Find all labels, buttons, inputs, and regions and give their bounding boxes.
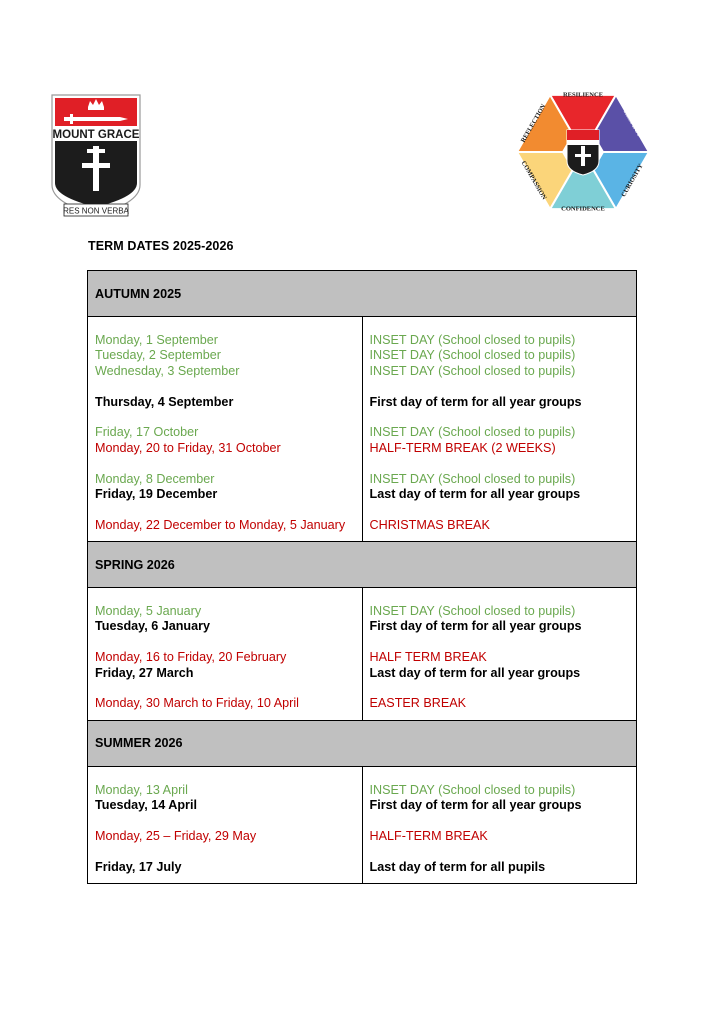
term-header-row (88, 271, 637, 317)
event-entry: HALF-TERM BREAK (2 WEEKS) (369, 440, 556, 455)
term-heading: SUMMER 2026 (88, 720, 637, 766)
wheel-label: COMPASSION (519, 159, 548, 202)
dates-column (88, 766, 363, 883)
crest-motto: RES NON VERBA (63, 206, 129, 216)
date-entry: Friday, 17 October (95, 425, 199, 440)
event-entry: INSET DAY (School closed to pupils) (369, 782, 576, 797)
term-header-row (88, 720, 637, 766)
dates-column (88, 588, 363, 721)
date-entry: Thursday, 4 September (95, 394, 234, 409)
event-entry: CHRISTMAS BREAK (369, 517, 490, 532)
date-entry: Monday, 22 December to Monday, 5 January (95, 517, 346, 532)
wheel-label: REFLECTION (519, 103, 548, 144)
date-entry: Monday, 8 December (95, 471, 215, 486)
term-body-row (88, 317, 637, 542)
event-entry: Last day of term for all year groups (369, 665, 581, 680)
wheel-label: RESPECT (621, 108, 643, 139)
events-column (362, 317, 637, 542)
date-entry: Monday, 5 January (95, 604, 202, 619)
term-body-row (88, 766, 637, 883)
event-entry: HALF-TERM BREAK (369, 828, 488, 843)
wheel-label: RESILIENCE (562, 91, 604, 99)
event-entry: INSET DAY (School closed to pupils) (369, 348, 576, 363)
term-dates-table (87, 270, 637, 884)
event-entry: INSET DAY (School closed to pupils) (369, 333, 576, 347)
date-entry: Monday, 13 April (95, 782, 188, 797)
wheel-label: CONFIDENCE (561, 205, 605, 213)
events-column (362, 766, 637, 883)
wheel-label: CURIOSITY (620, 162, 645, 199)
term-heading: SPRING 2026 (88, 542, 637, 588)
term-header-row (88, 542, 637, 588)
date-entry: Wednesday, 3 September (95, 363, 240, 378)
crest-name: MOUNT GRACE (52, 129, 140, 141)
date-entry: Tuesday, 2 September (95, 348, 222, 363)
sword-icon (64, 117, 128, 121)
event-entry: INSET DAY (School closed to pupils) (369, 425, 576, 440)
date-entry: Tuesday, 14 April (95, 798, 197, 813)
dates-column (88, 317, 363, 542)
event-entry: First day of term for all year groups (369, 798, 582, 813)
date-entry: Monday, 25 – Friday, 29 May (95, 828, 257, 843)
event-entry: INSET DAY (School closed to pupils) (369, 471, 576, 486)
date-entry: Friday, 19 December (95, 486, 218, 501)
event-entry: Last day of term for all pupils (369, 859, 546, 874)
events-column (362, 588, 637, 721)
event-entry: First day of term for all year groups (369, 619, 582, 634)
school-crest-logo (50, 93, 142, 218)
event-entry: INSET DAY (School closed to pupils) (369, 363, 576, 378)
event-entry: First day of term for all year groups (369, 394, 582, 409)
date-entry: Tuesday, 6 January (95, 619, 211, 634)
values-wheel-logo (508, 85, 658, 220)
event-entry: HALF TERM BREAK (369, 650, 487, 665)
event-entry: Last day of term for all year groups (369, 486, 581, 501)
date-entry: Monday, 16 to Friday, 20 February (95, 650, 287, 665)
term-body-row (88, 588, 637, 721)
page-title: TERM DATES 2025-2026 (88, 239, 234, 253)
date-entry: Monday, 30 March to Friday, 10 April (95, 696, 299, 711)
event-entry: EASTER BREAK (369, 696, 467, 711)
event-entry: INSET DAY (School closed to pupils) (369, 604, 576, 619)
date-entry: Monday, 20 to Friday, 31 October (95, 440, 281, 455)
term-heading: AUTUMN 2025 (88, 271, 637, 317)
date-entry: Friday, 27 March (95, 665, 194, 680)
date-entry: Monday, 1 September (95, 333, 218, 347)
date-entry: Friday, 17 July (95, 859, 182, 874)
